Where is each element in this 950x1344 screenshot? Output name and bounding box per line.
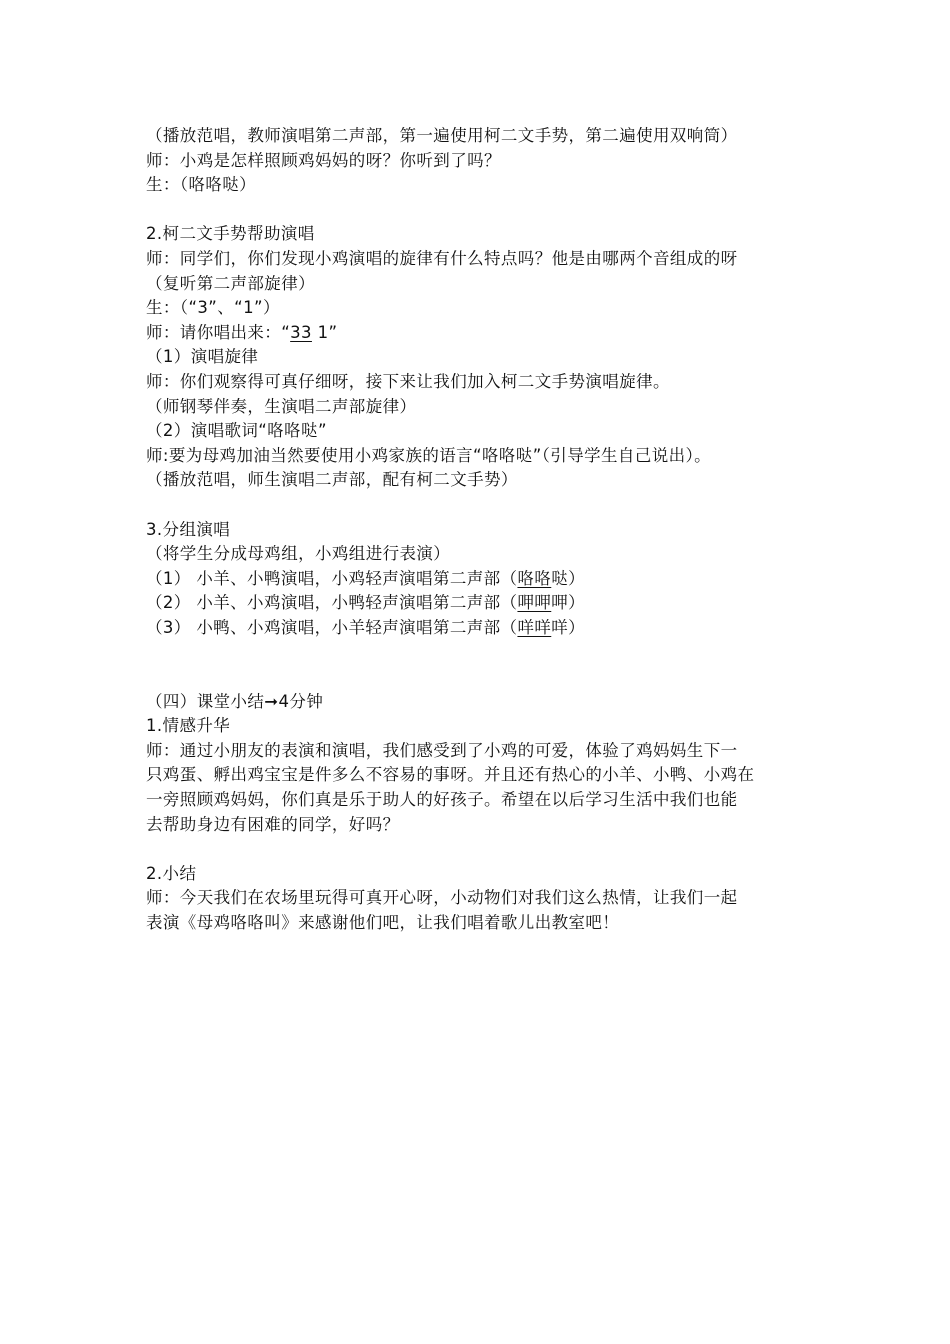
step2-sub2-heading: （2）演唱歌词“咯咯哒” — [146, 421, 327, 441]
step2-sing-request — [146, 321, 826, 346]
item-underlined: 咩咩 — [517, 617, 552, 637]
sing-request-suffix: 1” — [311, 322, 338, 342]
section4-sub1-line: 去帮助身边有困难的同学，好吗？ — [146, 814, 400, 834]
item-underlined: 呷呷 — [517, 593, 552, 613]
item-prefix: （3） 小鸭、小鸡演唱，小羊轻声演唱第二声部（ — [146, 617, 518, 637]
section4-sub1-line: 只鸡蛋、孵出鸡宝宝是件多么不容易的事呀。并且还有热心的小羊、小鸭、小鸡在 — [146, 765, 755, 785]
step2-sub1-heading: （1）演唱旋律 — [146, 347, 259, 367]
item-prefix: （1） 小羊、小鸭演唱，小鸡轻声演唱第二声部（ — [146, 568, 518, 588]
step2-sub1-text: 师：你们观察得可真仔细呀，接下来让我们加入柯二文手势演唱旋律。 — [146, 371, 670, 391]
step2-question: 师：同学们，你们发现小鸡演唱的旋律有什么特点吗？他是由哪两个音组成的呀 — [146, 248, 738, 268]
section4-sub2-line: 师：今天我们在农场里玩得可真开心呀，小动物们对我们这么热情，让我们一起 — [146, 888, 738, 908]
section4-sub2-line: 表演《母鸡咯咯叫》来感谢他们吧，让我们唱着歌儿出教室吧！ — [146, 913, 620, 932]
step2-sub2-text: 师:要为母鸡加油当然要使用小鸡家族的语言“咯咯哒”（引导学生自己说出）。 — [146, 445, 712, 465]
spacer — [146, 640, 826, 689]
section4-sub2-heading: 2.小结 — [146, 863, 197, 883]
item-rest: 哒 — [551, 568, 569, 588]
step2-answer: 生：（“3”、“1”） — [146, 298, 280, 318]
step3-heading: 3.分组演唱 — [146, 519, 231, 539]
section4-heading: （四）课堂小结➞4分钟 — [146, 691, 324, 711]
sing-request-notes-underlined: 33 — [290, 322, 312, 342]
intro-line-1: （播放范唱，教师演唱第二声部，第一遍使用柯二文手势，第二遍使用双响筒） — [146, 126, 738, 145]
intro-line-3: 生：（咯咯哒） — [146, 175, 257, 195]
section4-sub1-line: 师：通过小朋友的表演和演唱，我们感受到了小鸡的可爱，体验了鸡妈妈生下一 — [146, 740, 738, 760]
step2-sub2-note: （播放范唱，师生演唱二声部，配有柯二文手势） — [146, 470, 518, 490]
spacer — [146, 837, 826, 862]
section4-sub1-line: 一旁照顾鸡妈妈，你们真是乐于助人的好孩子。希望在以后学习生活中我们也能 — [146, 790, 738, 810]
step3-item-1 — [146, 567, 826, 592]
item-rest: 咩 — [551, 617, 569, 637]
item-underlined: 咯咯 — [517, 568, 552, 588]
step3-item-3 — [146, 616, 826, 641]
item-close: ） — [568, 617, 586, 637]
item-rest: 呷 — [551, 593, 569, 613]
step3-item-2 — [146, 591, 826, 616]
step3-note: （将学生分成母鸡组，小鸡组进行表演） — [146, 544, 451, 564]
section4-sub1-heading: 1.情感升华 — [146, 716, 231, 736]
item-close: ） — [568, 568, 586, 588]
intro-line-2: 师：小鸡是怎样照顾鸡妈妈的呀？你听到了吗？ — [146, 150, 501, 170]
spacer — [146, 493, 826, 518]
spacer — [146, 198, 826, 223]
step2-sub1-note: （师钢琴伴奏，生演唱二声部旋律） — [146, 396, 417, 416]
item-close: ） — [568, 593, 586, 613]
lesson-text — [146, 124, 826, 936]
sing-request-prefix: 师：请你唱出来：“ — [146, 322, 291, 342]
step2-question-note: （复听第二声部旋律） — [146, 273, 315, 293]
item-prefix: （2） 小羊、小鸡演唱，小鸭轻声演唱第二声部（ — [146, 593, 518, 613]
step2-heading: 2.柯二文手势帮助演唱 — [146, 224, 315, 244]
